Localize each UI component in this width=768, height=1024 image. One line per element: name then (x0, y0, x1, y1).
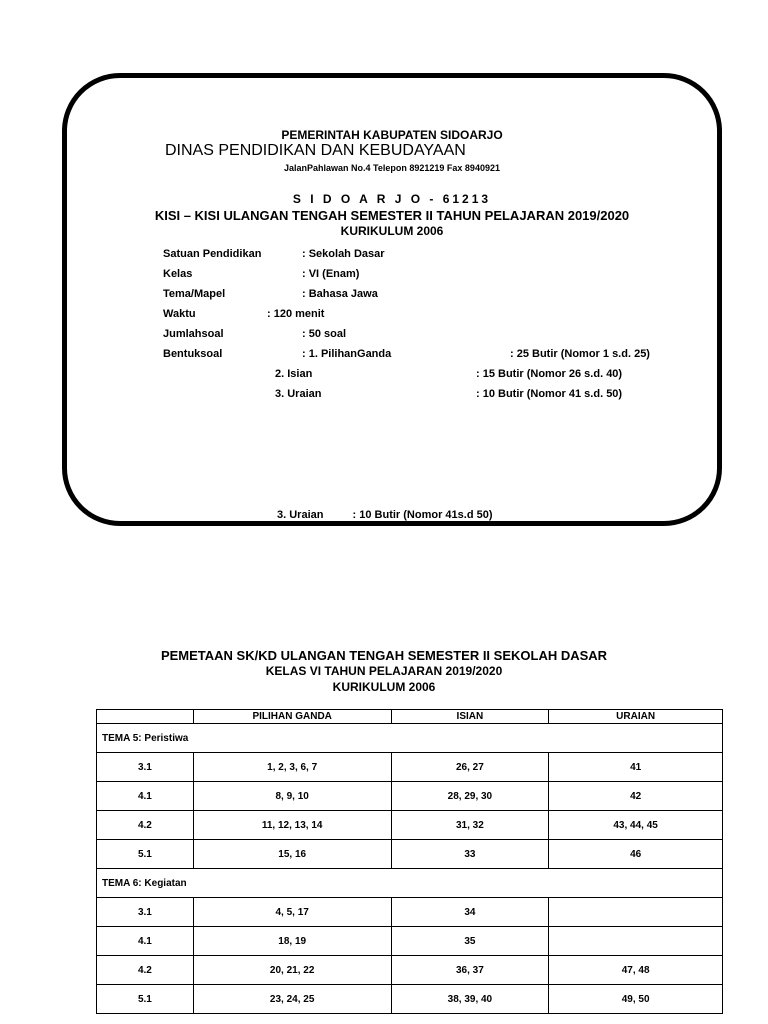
bentuk-item-1: : 1. PilihanGanda (302, 348, 392, 360)
bentuk-item-3-count: : 10 Butir (Nomor 41 s.d. 50) (476, 388, 623, 400)
pilihan-ganda-cell: 15, 16 (193, 840, 391, 869)
uraian-cell: 46 (549, 840, 723, 869)
uraian-cell (549, 927, 723, 956)
table-row (97, 898, 723, 927)
table-header-row (97, 710, 723, 724)
table-row (97, 840, 723, 869)
cut-off-value: : 10 Butir (Nomor 41s.d 50) (352, 509, 493, 521)
pilihan-ganda-cell: 18, 19 (193, 927, 391, 956)
mapping-subtitle: KELAS VI TAHUN PELAJARAN 2019/2020 (265, 664, 503, 678)
jumlah-label: Jumlahsoal (163, 328, 224, 340)
isian-cell: 26, 27 (391, 753, 549, 782)
curriculum-line: KURIKULUM 2006 (340, 224, 444, 238)
kd-cell: 4.2 (97, 811, 194, 840)
bentuk-label: Bentuksoal (163, 348, 223, 360)
kd-cell: 4.1 (97, 927, 194, 956)
document-title: KISI – KISI ULANGAN TENGAH SEMESTER II TAHUN PELAJARAN 2019/2020 (154, 208, 630, 223)
city-line: S I D O A R J O - 61213 (292, 192, 492, 206)
table-row (97, 782, 723, 811)
mapping-curriculum: KURIKULUM 2006 (332, 680, 436, 694)
kd-cell: 5.1 (97, 985, 194, 1014)
waktu-label: Waktu (163, 308, 196, 320)
theme-row (97, 869, 723, 898)
bentuk-item-3: 3. Uraian (275, 388, 322, 400)
cut-off-line (277, 509, 493, 521)
uraian-cell (549, 898, 723, 927)
pilihan-ganda-cell: 11, 12, 13, 14 (193, 811, 391, 840)
bentuk-item-1-count: : 25 Butir (Nomor 1 s.d. 25) (510, 348, 650, 360)
column-header: PILIHAN GANDA (193, 710, 391, 724)
column-header (97, 710, 194, 724)
satuan-value: : Sekolah Dasar (302, 248, 385, 260)
table-row (97, 927, 723, 956)
theme-label: TEMA 6: Kegiatan (97, 869, 723, 898)
uraian-cell: 42 (549, 782, 723, 811)
isian-cell: 33 (391, 840, 549, 869)
pilihan-ganda-cell: 23, 24, 25 (193, 985, 391, 1014)
address-line: JalanPahlawan No.4 Telepon 8921219 Fax 8940921 (284, 163, 500, 173)
pilihan-ganda-cell: 8, 9, 10 (193, 782, 391, 811)
tema-value: : Bahasa Jawa (302, 288, 378, 300)
isian-cell: 38, 39, 40 (391, 985, 549, 1014)
kelas-value: : VI (Enam) (302, 268, 360, 280)
column-header: ISIAN (391, 710, 549, 724)
department-name: DINAS PENDIDIKAN DAN KEBUDAYAAN (165, 142, 466, 159)
pilihan-ganda-cell: 4, 5, 17 (193, 898, 391, 927)
theme-row (97, 724, 723, 753)
kd-cell: 4.2 (97, 956, 194, 985)
table-row (97, 811, 723, 840)
kelas-label: Kelas (163, 268, 193, 280)
kd-cell: 4.1 (97, 782, 194, 811)
jumlah-value: : 50 soal (302, 328, 347, 340)
uraian-cell: 43, 44, 45 (549, 811, 723, 840)
isian-cell: 31, 32 (391, 811, 549, 840)
isian-cell: 36, 37 (391, 956, 549, 985)
satuan-label: Satuan Pendidikan (163, 248, 262, 260)
uraian-cell: 49, 50 (549, 985, 723, 1014)
government-name: PEMERINTAH KABUPATEN SIDOARJO (281, 128, 503, 142)
tema-label: Tema/Mapel (163, 288, 226, 300)
isian-cell: 35 (391, 927, 549, 956)
kd-cell: 3.1 (97, 753, 194, 782)
theme-label: TEMA 5: Peristiwa (97, 724, 723, 753)
table-row (97, 753, 723, 782)
table-row (97, 985, 723, 1014)
pilihan-ganda-cell: 20, 21, 22 (193, 956, 391, 985)
mapping-table (96, 709, 723, 1014)
column-header: URAIAN (549, 710, 723, 724)
waktu-value: : 120 menit (267, 308, 325, 320)
isian-cell: 28, 29, 30 (391, 782, 549, 811)
bentuk-item-2: 2. Isian (275, 368, 313, 380)
cut-off-label: 3. Uraian (277, 509, 324, 521)
kd-cell: 3.1 (97, 898, 194, 927)
uraian-cell: 41 (549, 753, 723, 782)
table-row (97, 956, 723, 985)
kd-cell: 5.1 (97, 840, 194, 869)
header-content (67, 78, 717, 521)
isian-cell: 34 (391, 898, 549, 927)
bentuk-item-2-count: : 15 Butir (Nomor 26 s.d. 40) (476, 368, 623, 380)
uraian-cell: 47, 48 (549, 956, 723, 985)
mapping-title: PEMETAAN SK/KD ULANGAN TENGAH SEMESTER II SEKOLAH DASAR (160, 648, 608, 663)
pilihan-ganda-cell: 1, 2, 3, 6, 7 (193, 753, 391, 782)
